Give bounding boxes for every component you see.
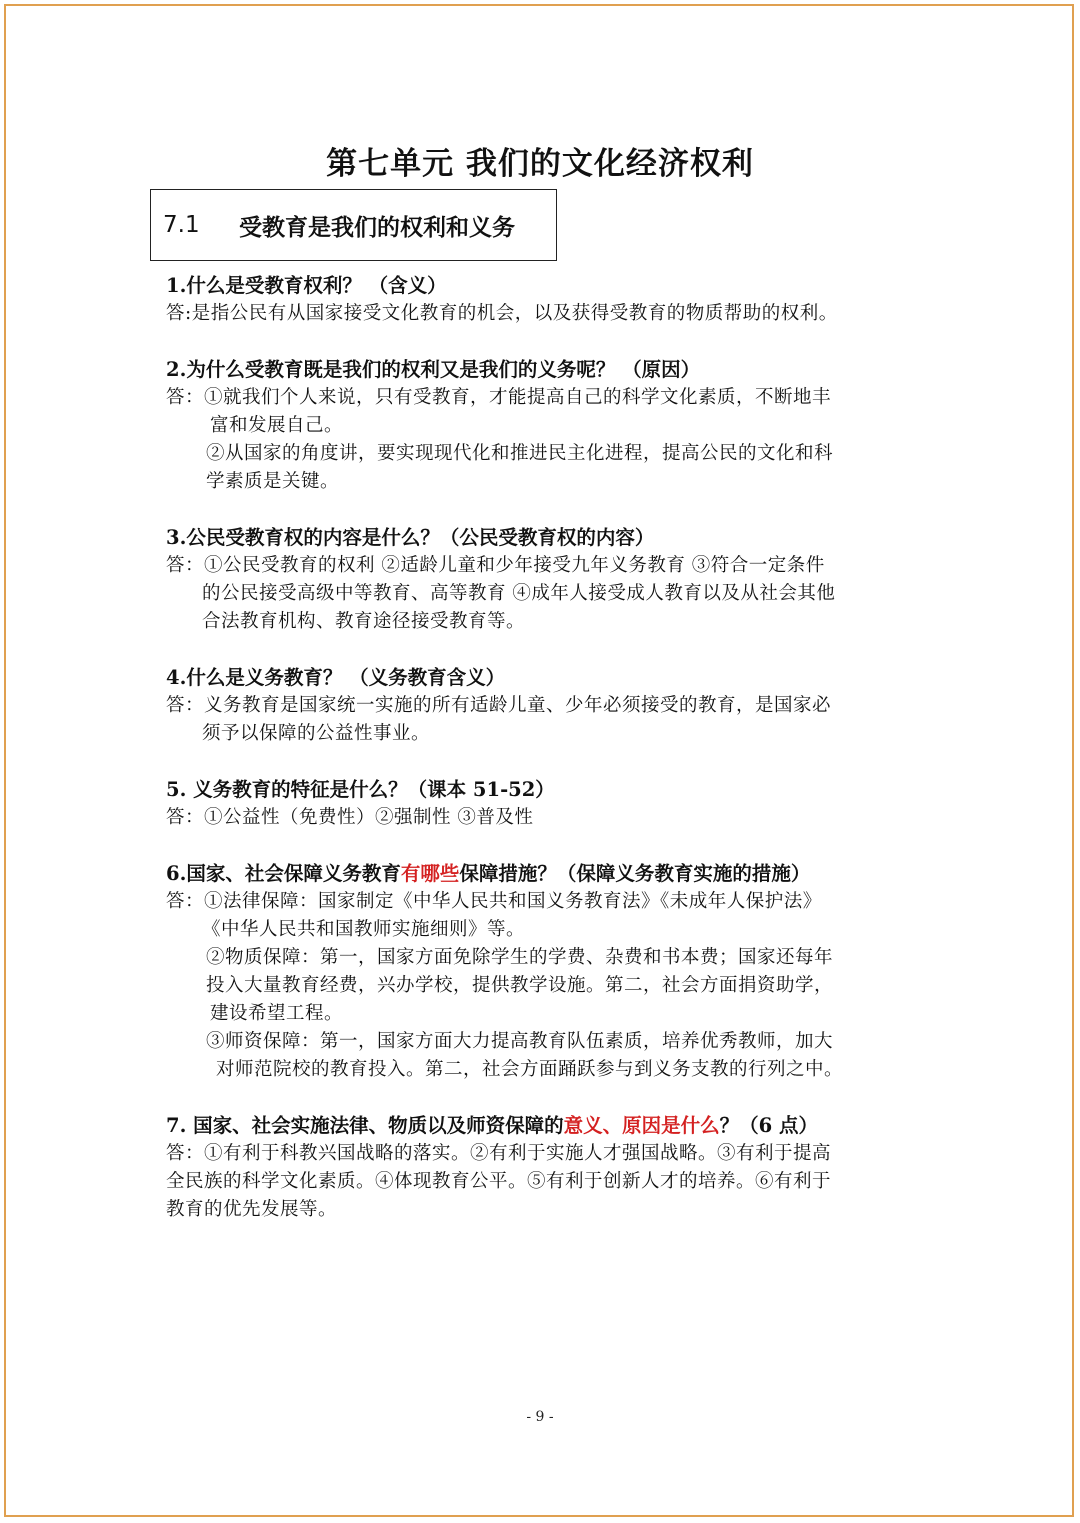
answer-6-line: 建设希望工程。 — [210, 1003, 344, 1024]
answer-7-line: 教育的优先发展等。 — [166, 1199, 338, 1220]
question-2: 2.为什么受教育既是我们的权利又是我们的义务呢？ （原因） — [166, 358, 701, 381]
page-number: - 9 - — [526, 1409, 554, 1425]
answer-3-line: 合法教育机构、教育途径接受教育等。 — [202, 611, 526, 632]
answer-6-line: 《中华人民共和国教师实施细则》等。 — [202, 919, 526, 940]
answer-2-line: 答：①就我们个人来说，只有受教育，才能提高自己的科学文化素质，不断地丰 — [166, 387, 832, 408]
answer-1-line: 答:是指公民有从国家接受文化教育的机会，以及获得受教育的物质帮助的权利。 — [166, 303, 838, 324]
question-4: 4.什么是义务教育？ （义务教育含义） — [166, 666, 506, 689]
answer-6-line: 投入大量教育经费，兴办学校，提供教学设施。第二，社会方面捐资助学， — [206, 975, 834, 996]
question-7-highlight: 意义、原因是什么 — [563, 1114, 720, 1137]
answer-5-line: 答：①公益性（免费性）②强制性 ③普及性 — [166, 807, 534, 828]
answer-3-line: 答：①公民受教育的权利 ②适龄儿童和少年接受九年义务教育 ③符合一定条件 — [166, 555, 825, 576]
answer-6-line: ②物质保障：第一，国家方面免除学生的学费、杂费和书本费；国家还每年 — [206, 947, 834, 968]
page-title: 第七单元 我们的文化经济权利 — [326, 146, 754, 182]
question-7-text: ？（6 点） — [719, 1114, 819, 1137]
qa-content — [166, 272, 926, 1224]
question-7 — [166, 1112, 926, 1140]
answer-6-line: ③师资保障：第一，国家方面大力提高教育队伍素质，培养优秀教师，加大 — [206, 1031, 834, 1052]
answer-6-line: 对师范院校的教育投入。第二，社会方面踊跃参与到义务支教的行列之中。 — [216, 1059, 844, 1080]
answer-7-line: 答：①有利于科教兴国战略的落实。②有利于实施人才强国战略。③有利于提高 — [166, 1143, 832, 1164]
section-heading-box — [150, 189, 557, 261]
answer-2-line: ②从国家的角度讲，要实现现代化和推进民主化进程，提高公民的文化和科 — [206, 443, 834, 464]
question-6-text: 6.国家、社会保障义务教育 — [166, 862, 401, 885]
question-3: 3.公民受教育权的内容是什么？（公民受教育权的内容） — [166, 526, 655, 549]
question-7-text: 7. 国家、社会实施法律、物质以及师资保障的 — [166, 1114, 564, 1137]
answer-2-line: 富和发展自己。 — [210, 415, 344, 436]
question-6 — [166, 860, 926, 888]
answer-4-line: 答：义务教育是国家统一实施的所有适龄儿童、少年必须接受的教育，是国家必 — [166, 695, 832, 716]
answer-4-line: 须予以保障的公益性事业。 — [202, 723, 431, 744]
answer-2-line: 学素质是关键。 — [206, 471, 340, 492]
question-1: 1.什么是受教育权利？ （含义） — [166, 274, 447, 297]
answer-3-line: 的公民接受高级中等教育、高等教育 ④成年人接受成人教育以及从社会其他 — [202, 583, 836, 604]
question-6-highlight: 有哪些 — [400, 862, 460, 885]
question-6-text: 保障措施？（保障义务教育实施的措施） — [459, 862, 811, 885]
section-number: 7.1 — [163, 212, 200, 238]
answer-7-line: 全民族的科学文化素质。④体现教育公平。⑤有利于创新人才的培养。⑥有利于 — [166, 1171, 832, 1192]
question-5: 5. 义务教育的特征是什么？（课本 51-52） — [166, 778, 555, 801]
section-title: 受教育是我们的权利和义务 — [239, 214, 515, 241]
answer-6-line: 答：①法律保障：国家制定《中华人民共和国义务教育法》《未成年人保护法》 — [166, 891, 822, 912]
